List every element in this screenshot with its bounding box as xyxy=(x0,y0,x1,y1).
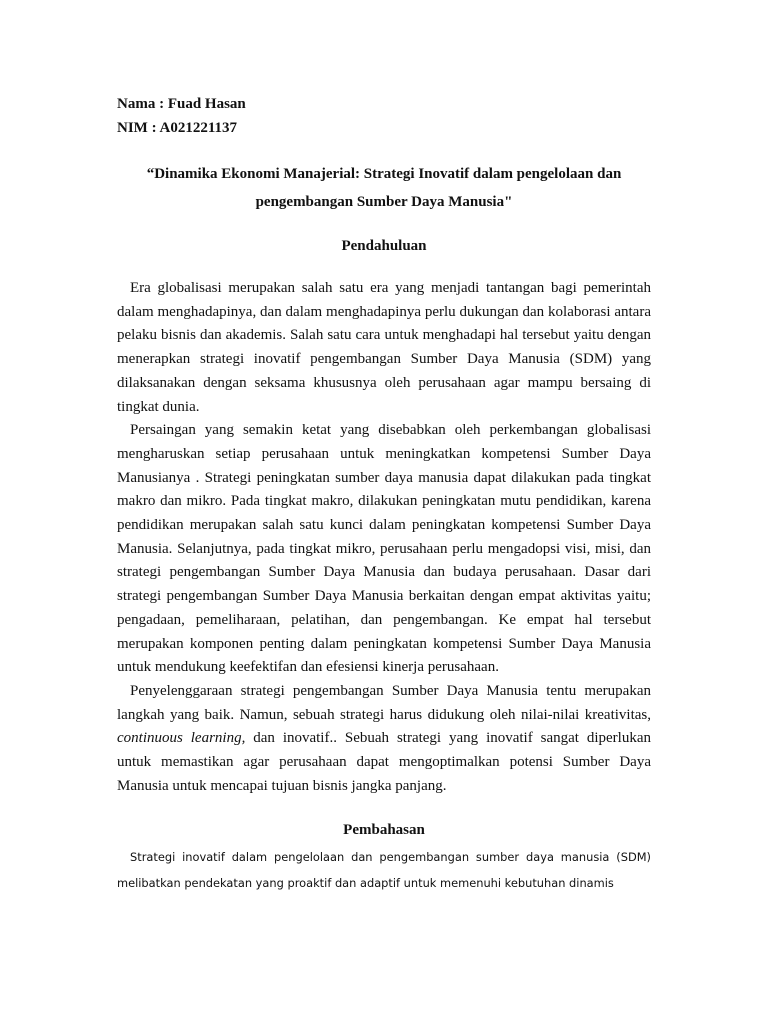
title-line-1: “Dinamika Ekonomi Manajerial: Strategi Inovatif dalam pengelolaan dan xyxy=(146,166,622,182)
section-heading-introduction: Pendahuluan xyxy=(341,238,427,254)
intro-paragraph-1: Era globalisasi merupakan salah satu era yang menjadi tantangan bagi pemerintah dalam menghadapinya, dan dalam menghadapinya perlu dukungan dan kolaborasi antara pelaku bisnis dan akademis. Salah satu cara untuk menghadapi hal tersebut yaitu dengan menerapkan strategi inovatif pengembangan Sumber Daya Manusia (SDM) yang dilaksanakan dengan seksama khususnya oleh perusahaan agar mampu bersaing di tingkat dunia. xyxy=(117,280,651,415)
document-title xyxy=(117,160,651,216)
student-name: Nama : Fuad Hasan xyxy=(117,96,246,112)
intro-paragraph-2: Persaingan yang semakin ketat yang disebabkan oleh perkembangan globalisasi mengharuskan setiap perusahaan untuk meningkatkan kompetensi Sumber Daya Manusianya . Strategi peningkatan sumber daya manusia dapat dilakukan pada tingkat makro dan mikro. Pada tingkat makro, dilakukan peningkatan mutu pendidikan, karena pendidikan merupakan salah satu kunci dalam peningkatan kompetensi Sumber Daya Manusia. Selanjutnya, pada tingkat mikro, perusahaan perlu mengadopsi visi, misi, dan strategi pengembangan Sumber Daya Manusia dan budaya perusahaan. Dasar dari strategi pengembangan Sumber Daya Manusia berkaitan dengan empat aktivitas yaitu; pengadaan, pemeliharaan, pelatihan, dan pengembangan. Ke empat hal tersebut merupakan komponen penting dalam peningkatan kompetensi Sumber Daya Manusia untuk mendukung keefektifan dan efesiensi kinerja perusahaan. xyxy=(117,422,651,676)
discussion-paragraph-wrapper xyxy=(117,842,651,894)
student-nim: NIM : A021221137 xyxy=(117,120,237,136)
document-content xyxy=(117,92,651,894)
intro-paragraph-3 xyxy=(117,680,651,799)
discussion-paragraph-1: Strategi inovatif dalam pengelolaan dan pengembangan sumber daya manusia (SDM) melibatkan pendekatan yang proaktif dan adaptif untuk memenuhi kebutuhan dinamis xyxy=(117,850,651,891)
intro-paragraph-3-end: dan inovatif.. Sebuah strategi yang inovatif sangat diperlukan untuk memastikan agar perusahaan dapat mengoptimalkan potensi Sumber Daya Manusia untuk mencapai tujuan bisnis jangka panjang. xyxy=(117,730,652,794)
section-heading-discussion: Pembahasan xyxy=(343,822,425,839)
title-line-2: pengembangan Sumber Daya Manusia" xyxy=(255,194,513,210)
continuous-learning-term: continuous learning, xyxy=(117,730,246,747)
intro-paragraph-3-start: Penyelenggaraan strategi pengembangan Sumber Daya Manusia tentu merupakan langkah yang baik. Namun, sebuah strategi harus didukung oleh nilai-nilai kreativitas, xyxy=(117,682,651,723)
